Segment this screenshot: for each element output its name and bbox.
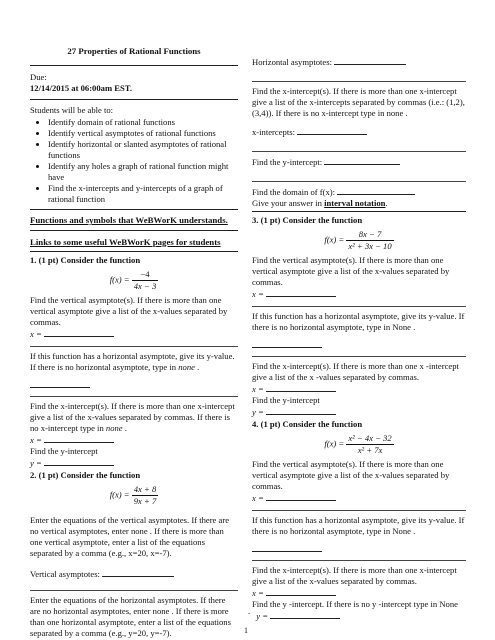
list-item: • Identify domain of rational functions [48, 117, 238, 128]
problem4-yint-input[interactable] [270, 610, 340, 619]
objectives-intro: Students will be able to: [30, 105, 114, 116]
list-item: • Find the x-intercepts and y-intercepts of a graph of rational function [48, 183, 238, 205]
problem1-va-input[interactable] [44, 328, 114, 337]
right-column: Horizontal asymptotes: Find the x-intercept(s). If there is more than one x-intercept give a list of the x-intercepts separated by commas (i.e.: (1,2),(3,4)). If there is no x-intercept type in none . x-intercepts: Find the y-intercept: Find the domain of f(x): Give your answer in interval notation. 3. (1 pt) Consider the function f(x) = $\frac{8x - 7}{\text{x² + 3x − 10}}$ Find the vertical asymptote(s). If there is more than one vertical asymptote give a list of the x-values separated by commas. x = If this function has a horizontal asymptote, give its y-value. If there is no horizontal asymptote, type in None . Find the x-intercept(s). If there is more than one x -intercept give a list of the x -values separated by commas. x = Find the y-intercept y = 4. (1 pt) Consider the function f(x) = $\frac{\text{x² − 4x − 32}}{\text{x² + 7x}}$ Find the vertical asymptote(s). If there is more than one vertical asymptote give a list of the x-values separated by commas. x = If this function has a horizontal asymptote, give its y-value. If there is no horizontal asymptote, type in None . Find the x-intercept(s). If there is more than one x-intercept give a list of the x-values separated by commas. x = Find the y -intercept. If there is no y -intercept type in None . y = [248, 57, 465, 621]
problem4-heading: 4. (1 pt) Consider the function [252, 419, 363, 429]
problem1-heading: 1. (1 pt) Consider the function [30, 254, 141, 265]
problem2-function: f(x) = $\frac{4x + 8}{9x + 7}$ [109, 483, 157, 506]
objectives-list [30, 117, 238, 205]
problem4-ha-text: If this function has a horizontal asymptote, give its y-value. If there is no horizontal asymptote, type in None . [252, 515, 465, 536]
interval-notation-link[interactable]: interval notation [324, 198, 386, 208]
page-number: 1 [244, 626, 248, 635]
problem2-va-text: Enter the equations of the vertical asymptotes. If there are no vertical asymptotes, enter none . If there is more than one vertical asymptote, enter a list of the equations separated by a comma (e.g., x=20, x=-7). [30, 514, 230, 558]
problem1-ha-input[interactable] [30, 379, 90, 388]
list-item: • Identify any holes a graph of rational function might have [48, 161, 238, 183]
problem3-va-text: Find the vertical asymptote(s). If there is more than one vertical asymptote give a list of the x-values separated by commas. [252, 255, 450, 287]
problem4-ha-input[interactable] [252, 543, 322, 552]
problem3-yint-input[interactable] [266, 406, 336, 415]
problem4-xint-input[interactable] [266, 587, 336, 596]
problem3-ha-input[interactable] [252, 339, 322, 348]
problem3-yint-text: Find the y-intercept [252, 395, 320, 405]
problem4-function: f(x) = $\frac{\text{x² − 4x − 32}}{\text{x² + 7x}}$ [324, 433, 392, 455]
problem2-heading: 2. (1 pt) Consider the function [30, 469, 141, 480]
left-column: 27 Properties of Rational Functions Due: 12/14/2015 at 06:00am EST. Students will be able to: • Identify domain of rational functions • Identify vertical asymptotes of rational functions • Identify horizontal or slanted asymptotes of rational functions • Identify any holes a graph of rational function might have • Find the x-intercepts and y-intercepts of a graph of rational function Functions and symbols that WeBWorK understands. Links to some useful WeBWorK pages for students 1. (1 pt) Consider the function f(x) = $\frac{-4}{4x - 3}$ Find the vertical asymptote(s). If there is more than one vertical asymptote give a list of the x-values separated by commas. x = If this function has a horizontal asymptote, give its y-value. If there is no horizontal asymptote, type in none . Find the x-intercept(s). If there is more than one x-intercept give a list of the x-values separated by commas. If there is no x-intercept type in none . x = Find the y-intercept y = 2. (1 pt) Consider the function f(x) = $\frac{4x + 8}{9x + 7}$ Enter the equations of the vertical asymptotes. If there are no vertical asymptotes, enter none . If there is more than one vertical asymptote, enter a list of the equations separated by a comma (e.g., x=20, x=-7). Vertical asymptotes: Enter the equations of the horizontal asymptotes. If there are no horizontal asymptotes, enter none . If there is more than one horizontal asymptote, enter a list of the equations separated by a comma (e.g., y=20, y=-7). [30, 0, 238, 639]
problem2-va-input[interactable] [102, 568, 174, 577]
problem4-va-text: Find the vertical asymptote(s). If there is more than one vertical asymptote give a list of the x-values separated by commas. [252, 459, 450, 491]
problem2-ha-input[interactable] [334, 56, 406, 65]
list-item: • Identify horizontal or slanted asymptotes of rational functions [48, 139, 238, 161]
problem3-xint-text: Find the x-intercept(s). If there is more than one x -intercept give a list of the x -values separated by commas. [252, 361, 459, 382]
problem4-yint-text: Find the y -intercept. If there is no y -intercept type in None [252, 599, 458, 609]
assignment-title: 27 Properties of Rational Functions [67, 46, 201, 56]
problem3-function: f(x) = $\frac{8x - 7}{\text{x² + 3x − 10}}$ [324, 229, 392, 251]
problem2-yint-input[interactable] [324, 156, 400, 165]
due-label: Due: [30, 72, 47, 83]
problem1-xint-input[interactable] [44, 434, 114, 443]
problem2-xint-text: Find the x-intercept(s). If there is more than one x-intercept give a list of the x-intercepts separated by commas (i.e.: (1,2),(3,4)). If there is no x-intercept type in none . [252, 86, 465, 118]
problem3-xint-input[interactable] [266, 383, 336, 392]
functions-symbols-link[interactable]: Functions and symbols that WeBWorK understands. [30, 215, 228, 226]
due-date: 12/14/2015 at 06:00am EST. [30, 83, 133, 94]
list-item: • Identify vertical asymptotes of rational functions [48, 128, 238, 139]
problem2-xint-input[interactable] [297, 126, 367, 135]
problem3-ha-text: If this function has a horizontal asymptote, give its y-value. If there is no horizontal asymptote, type in None . [252, 311, 465, 332]
problem1-yint-text: Find the y-intercept [30, 445, 98, 456]
problem4-xint-text: Find the x-intercept(s). If there is more than one x-intercept give a list of the x-values separated by commas. [252, 565, 457, 586]
problem3-heading: 3. (1 pt) Consider the function [252, 215, 363, 225]
problem1-yint-input[interactable] [44, 457, 114, 466]
problem2-ha-text: Enter the equations of the horizontal asymptotes. If there are no horizontal asymptotes, enter none . If there is more than one horizontal asymptote, enter a list of the equations separated by a comma (e.g., y=20, y=-7). [30, 594, 231, 638]
problem3-va-input[interactable] [266, 288, 336, 297]
problem4-va-input[interactable] [266, 492, 336, 501]
problem1-function: f(x) = $\frac{-4}{4x - 3}$ [109, 268, 157, 291]
problem2-domain-input[interactable] [337, 186, 415, 195]
useful-pages-link[interactable]: Links to some useful WeBWorK pages for students [30, 236, 221, 247]
problem1-va-text: Find the vertical asymptote(s). If there is more than one vertical asymptote give a list of the x-values separated by commas. [30, 294, 228, 327]
